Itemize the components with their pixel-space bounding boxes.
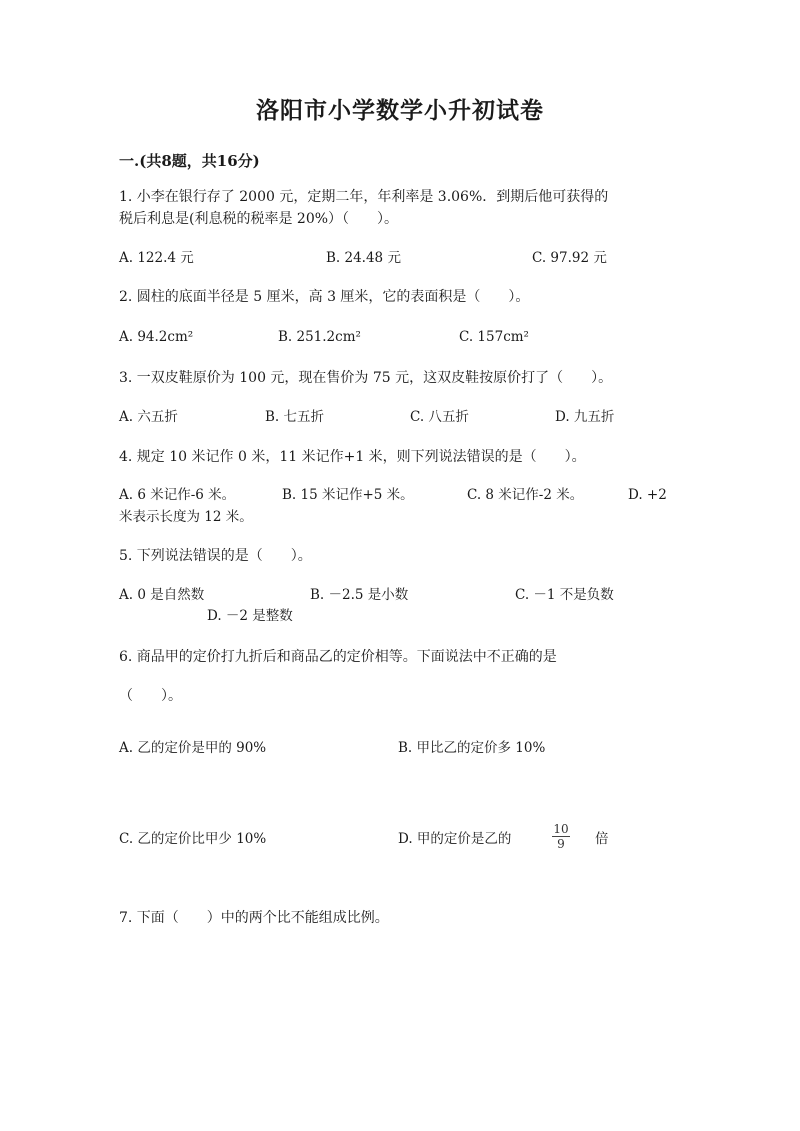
question-3-option-a: A. 六五折	[119, 409, 178, 425]
question-1-option-b: B. 24.48 元	[326, 250, 401, 266]
question-6-option-c: C. 乙的定价比甲少 10%	[119, 831, 267, 847]
question-7-stem: 7. 下面（ ）中的两个比不能组成比例。	[119, 910, 389, 926]
question-4-option-b: B. 15 米记作+5 米。	[282, 487, 414, 503]
question-6-option-d-suffix: 倍	[595, 831, 609, 847]
question-4-option-a: A. 6 米记作-6 米。	[119, 487, 236, 503]
section-heading: 一.(共8题，共16分)	[119, 152, 260, 170]
question-5-option-a: A. 0 是自然数	[119, 587, 205, 603]
question-1-stem-cont: 税后利息是(利息税的税率是 20%）（ ）。	[119, 211, 399, 227]
question-6-option-a: A. 乙的定价是甲的 90%	[119, 740, 267, 756]
question-5-option-b: B. －2.5 是小数	[310, 587, 409, 603]
question-3-option-b: B. 七五折	[265, 409, 325, 425]
question-6-option-d: D. 甲的定价是乙的	[398, 831, 512, 847]
question-5-option-d: D. －2 是整数	[207, 608, 293, 624]
question-4-option-d-cont: 米表示长度为 12 米。	[119, 509, 253, 525]
question-6-stem: 6. 商品甲的定价打九折后和商品乙的定价相等。下面说法中不正确的是	[119, 649, 557, 665]
page-title: 洛阳市小学数学小升初试卷	[256, 97, 544, 124]
question-1-stem: 1. 小李在银行存了 2000 元，定期二年，年利率是 3.06%．到期后他可获得的	[119, 189, 609, 205]
question-2-option-a: A. 94.2cm²	[119, 329, 194, 345]
question-6-option-b: B. 甲比乙的定价多 10%	[398, 740, 546, 756]
question-6-stem-cont: （ ）。	[119, 688, 182, 704]
question-4-option-c: C. 8 米记作-2 米。	[467, 487, 584, 503]
question-5-stem: 5. 下列说法错误的是（ ）。	[119, 548, 312, 564]
question-2-stem: 2. 圆柱的底面半径是 5 厘米，高 3 厘米，它的表面积是（ ）。	[119, 289, 530, 305]
question-3-option-d: D. 九五折	[555, 409, 615, 425]
fraction-ten-ninths	[552, 822, 570, 851]
question-2-option-b: B. 251.2cm²	[278, 329, 361, 345]
fraction-numerator: 10	[553, 822, 569, 836]
fraction-denominator: 9	[557, 837, 565, 851]
question-4-stem: 4. 规定 10 米记作 0 米，11 米记作+1 米，则下列说法错误的是（ ）。	[119, 449, 586, 465]
question-5-option-c: C. －1 不是负数	[515, 587, 614, 603]
question-3-option-c: C. 八五折	[410, 409, 469, 425]
question-4-option-d: D. +2	[628, 487, 667, 503]
question-1-option-c: C. 97.92 元	[532, 250, 607, 266]
question-3-stem: 3. 一双皮鞋原价为 100 元，现在售价为 75 元，这双皮鞋按原价打了（ ）。	[119, 370, 613, 386]
question-1-option-a: A. 122.4 元	[119, 250, 194, 266]
question-2-option-c: C. 157cm²	[459, 329, 529, 345]
